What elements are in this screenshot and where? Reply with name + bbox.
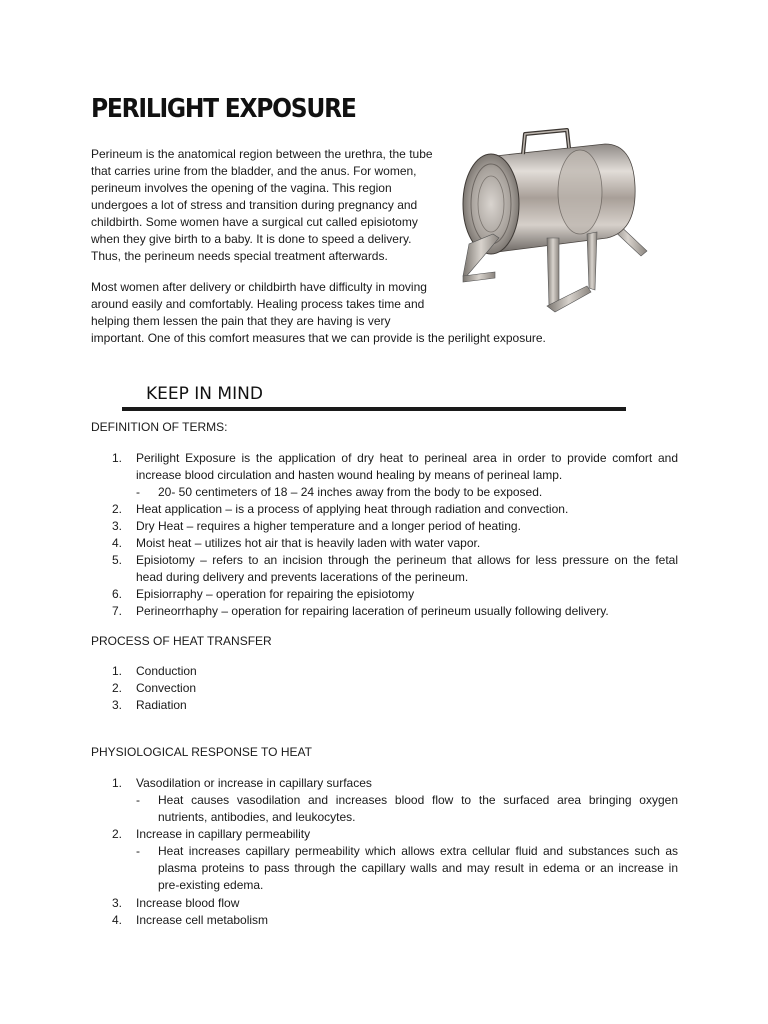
- heat-transfer-heading: PROCESS OF HEAT TRANSFER: [91, 634, 272, 648]
- keep-in-mind-heading: KEEP IN MIND: [146, 384, 263, 404]
- list-number: 2.: [112, 681, 123, 695]
- bullet-dash: -: [136, 485, 140, 499]
- text-line: Perineum is the anatomical region between the urethra, the tube: [91, 147, 433, 161]
- list-number: 1.: [112, 451, 123, 465]
- text-line: Vasodilation or increase in capillary surfaces: [136, 776, 372, 790]
- list-number: 2.: [112, 502, 123, 516]
- text-line: perineum involves the opening of the vagina. This region: [91, 181, 392, 195]
- text-line: Dry Heat – requires a higher temperature and a longer period of heating.: [136, 519, 521, 533]
- list-number: 3.: [112, 896, 123, 910]
- list-number: 3.: [112, 698, 123, 712]
- physiological-heading: PHYSIOLOGICAL RESPONSE TO HEAT: [91, 745, 312, 759]
- text-line: plasma proteins to pass through the capillary walls and may result in edema or an increase in: [158, 861, 678, 875]
- text-line: when they give birth to a baby. It is done to speed a delivery.: [91, 232, 412, 246]
- text-line: helping them lessen the pain that they are having is very: [91, 314, 391, 328]
- text-line: Moist heat – utilizes hot air that is heavily laden with water vapor.: [136, 536, 481, 550]
- text-line: pre-existing edema.: [158, 878, 264, 892]
- text-line: Episiorraphy – operation for repairing the episiotomy: [136, 587, 415, 601]
- text-line: Increase cell metabolism: [136, 913, 269, 927]
- text-line: Thus, the perineum needs special treatment afterwards.: [91, 249, 388, 263]
- page-title: PERILIGHT EXPOSURE: [91, 94, 356, 124]
- definitions-heading: DEFINITION OF TERMS:: [91, 420, 228, 434]
- list-number: 5.: [112, 553, 123, 567]
- text-line: Convection: [136, 681, 197, 695]
- list-number: 4.: [112, 536, 123, 550]
- list-number: 7.: [112, 604, 123, 618]
- text-line: Heat causes vasodilation and increases blood flow to the surfaced area bringing oxygen: [158, 793, 678, 807]
- text-line: Increase in capillary permeability: [136, 827, 311, 841]
- list-number: 4.: [112, 913, 123, 927]
- bullet-dash: -: [136, 793, 140, 807]
- text-line: that carries urine from the bladder, and the anus. For women,: [91, 164, 417, 178]
- text-line: Episiotomy – refers to an incision through the perineum that allows for less pressure on the fetal: [136, 553, 678, 567]
- text-line: nutrients, antibodies, and leukocytes.: [158, 810, 356, 824]
- list-number: 2.: [112, 827, 123, 841]
- text-line: around easily and comfortably. Healing process takes time and: [91, 297, 425, 311]
- text-line: childbirth. Some women have a surgical cut called episiotomy: [91, 215, 418, 229]
- text-line: head during delivery and prevents lacerations of the perineum.: [136, 570, 469, 584]
- heading-underline-rule: [122, 407, 626, 411]
- text-line: Increase blood flow: [136, 896, 240, 910]
- text-line: increase blood circulation and hasten wound healing by means of perineal lamp.: [136, 468, 563, 482]
- list-number: 6.: [112, 587, 123, 601]
- text-line: Heat application – is a process of applying heat through radiation and convection.: [136, 502, 569, 516]
- text-line: 20- 50 centimeters of 18 – 24 inches away from the body to be exposed.: [158, 485, 543, 499]
- text-line: Conduction: [136, 664, 197, 678]
- comfort-paragraph: [91, 279, 546, 347]
- list-number: 1.: [112, 664, 123, 678]
- text-line: Radiation: [136, 698, 187, 712]
- text-line: Most women after delivery or childbirth have difficulty in moving: [91, 280, 427, 294]
- bullet-dash: -: [136, 844, 140, 858]
- text-line: Perineorrhaphy – operation for repairing laceration of perineum usually following delivery.: [136, 604, 609, 618]
- list-number: 1.: [112, 776, 123, 790]
- list-number: 3.: [112, 519, 123, 533]
- text-line: Perilight Exposure is the application of dry heat to perineal area in order to provide comfort and: [136, 451, 678, 465]
- text-line: Heat increases capillary permeability which allows extra cellular fluid and substances such as: [158, 844, 678, 858]
- text-line: undergoes a lot of stress and transition during pregnancy and: [91, 198, 418, 212]
- intro-paragraph: [91, 146, 433, 265]
- text-line: important. One of this comfort measures that we can provide is the perilight exposure.: [91, 331, 546, 345]
